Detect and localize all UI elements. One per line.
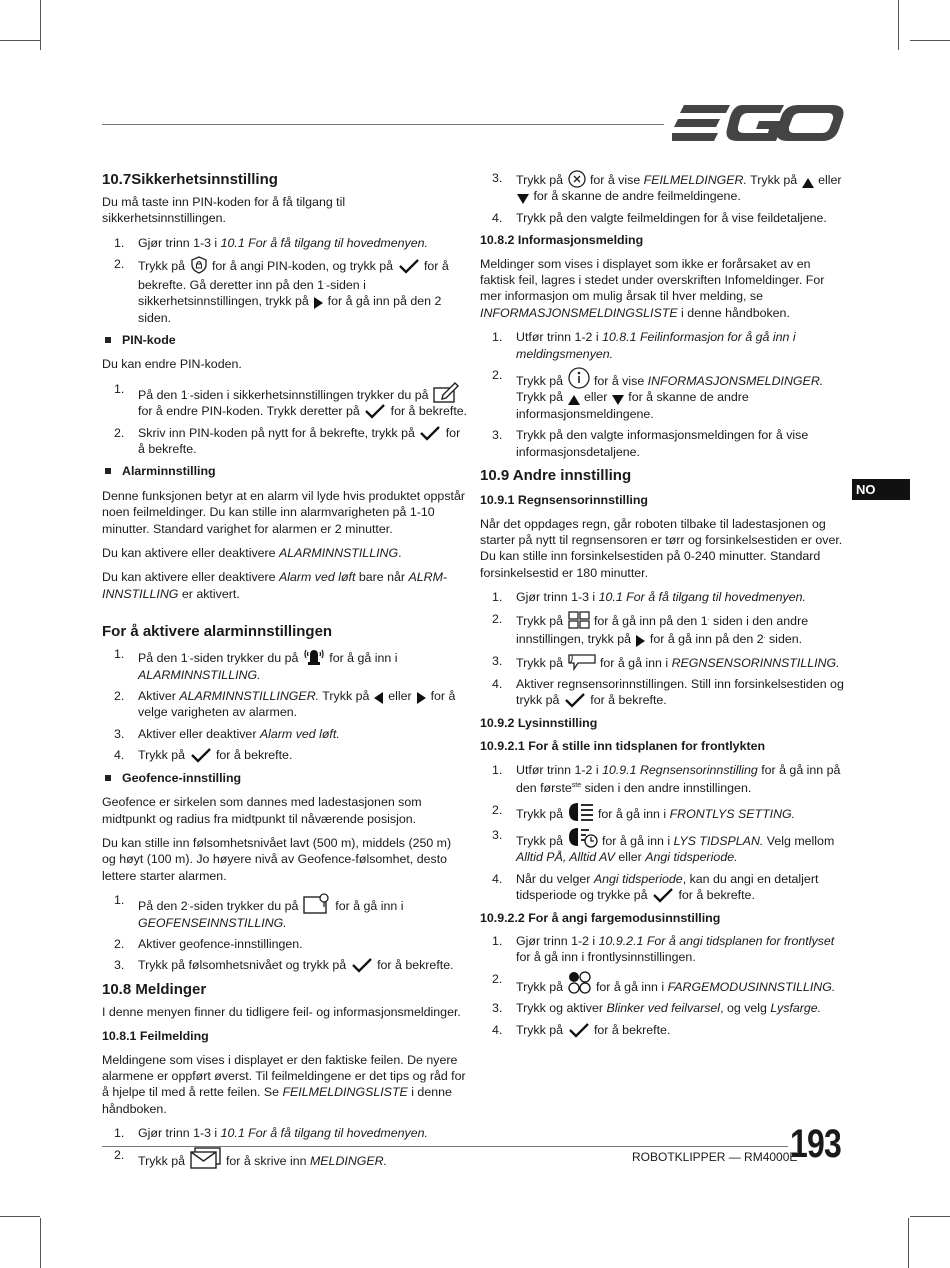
paragraph: Du kan aktivere eller deaktivere ALARMINNSTILLING.: [102, 546, 402, 561]
geofence-icon: [303, 892, 331, 914]
list-item: 3. Trykk på den valgte informasjonsmeldingen for å vise informasjonsdetaljene.: [492, 428, 809, 459]
list-item: 2. Trykk på for å vise INFORMASJONSMELDINGER. Trykk på eller for å skanne de andre informasjonsmeldingene.: [492, 368, 824, 421]
checkmark-icon: [398, 258, 420, 274]
subsection-title: 10.9.2 Lysinnstilling: [480, 715, 598, 730]
paragraph: Meldinger som vises i displayet som ikke er forårsaket av en faktisk feil, lagres i stedet under overskriften Infomeldinger. For mer informasjon om mulig årsak til hver melding, se INFORMASJONSMELDINGSLISTE i denne håndboken.: [480, 256, 825, 320]
list-item: 1. Utfør trinn 1-2 i 10.8.1 Feilinformasjon for å gå inn i meldingsmenyen.: [492, 330, 796, 361]
subsection-title: 10.9.1 Regnsensorinnstilling: [480, 493, 649, 508]
list-item: 3. Aktiver eller deaktiver Alarm ved løft.: [114, 726, 340, 741]
subsection-title: 10.8.2 Informasjonsmelding: [480, 233, 644, 248]
steps-list: [480, 170, 846, 226]
crop-mark: [40, 0, 41, 50]
paragraph: I denne menyen finner du tidligere feil- og informasjonsmeldinger.: [102, 1004, 461, 1019]
left-column: [102, 170, 468, 1175]
list-item: 1. Gjør trinn 1-3 i 10.1 For å få tilgang til hovedmenyen.: [114, 1126, 428, 1141]
checkmark-icon: [190, 747, 212, 763]
bullet-heading: Alarminnstilling: [102, 463, 468, 479]
arrow-right-icon: [416, 692, 426, 704]
list-item: 1. På den 1.-siden trykker du på for å gå inn i ALARMINNSTILLING.: [114, 647, 398, 682]
list-item: 2. Skriv inn PIN-koden på nytt for å bekrefte, trykk på for å bekrefte.: [114, 425, 461, 456]
section-title-10-7: 10.7Sikkerhetsinnstilling: [102, 171, 278, 188]
list-item: 2. Trykk på for å gå inn i FRONTLYS SETTING.: [492, 802, 796, 821]
crop-mark: [898, 0, 899, 50]
steps-list: [480, 589, 846, 709]
arrow-right-icon: [313, 297, 323, 309]
steps-list: [102, 235, 468, 326]
headlight-icon: [568, 802, 594, 822]
messages-icon: [190, 1147, 222, 1169]
header-rule: [102, 124, 664, 125]
steps-list: [480, 933, 846, 1038]
list-item: 3. Trykk på for å gå inn i LYS TIDSPLAN. Velg mellom Alltid PÅ, Alltid AV eller Angi tidsperiode.: [492, 827, 835, 865]
grid-menu-icon: [568, 611, 590, 629]
arrow-up-icon: [802, 178, 814, 188]
list-item: 3. Trykk på for å gå inn i REGNSENSORINNSTILLING.: [492, 653, 840, 670]
list-item: 1. Utfør trinn 1-2 i 10.9.1 Regnsensorinnstilling for å gå inn på den første$^{ste}$ siden i den andre innstillingen.: [492, 762, 841, 796]
list-item: 2. Aktiver geofence-innstillingen.: [114, 936, 303, 951]
list-item: 1. På den 2.-siden trykker du på for å gå inn i GEOFENSEINNSTILLING.: [114, 893, 404, 930]
language-tab: NO: [852, 479, 910, 500]
crop-mark: [0, 40, 40, 41]
arrow-down-icon: [612, 395, 624, 405]
page-number: 193: [790, 1122, 841, 1166]
list-item: 1. Gjør trinn 1-3 i 10.1 For å få tilgang til hovedmenyen.: [114, 235, 428, 250]
checkmark-icon: [419, 425, 441, 441]
subsection-title: 10.8.1 Feilmelding: [102, 1029, 209, 1044]
checkmark-icon: [568, 1022, 590, 1038]
section-title-10-9: 10.9 Andre innstilling: [480, 467, 632, 485]
list-item: 2. Aktiver ALARMINNSTILLINGER. Trykk på eller for å velge varigheten av alarmen.: [114, 689, 456, 720]
paragraph: Du kan endre PIN-koden.: [102, 357, 242, 372]
checkmark-icon: [564, 692, 586, 708]
section-title-activate-alarm: For å aktivere alarminnstillingen: [102, 623, 333, 641]
steps-list: [102, 381, 468, 458]
right-column: [480, 170, 846, 1044]
steps-list: [480, 329, 846, 460]
footer-rule: [102, 1146, 788, 1147]
steps-list: [102, 646, 468, 763]
checkmark-icon: [364, 403, 386, 419]
crop-mark: [40, 1218, 41, 1268]
list-item: 1. På den 1.-siden i sikkerhetsinnstillingen trykker du på for å endre PIN-koden. Trykk deretter på for å bekrefte.: [114, 381, 468, 419]
arrow-down-icon: [517, 194, 529, 204]
arrow-left-icon: [374, 692, 384, 704]
arrow-up-icon: [568, 395, 580, 405]
subsection-title: 10.9.2.1 For å stille inn tidsplanen for frontlykten: [480, 739, 766, 754]
list-item: 4. Aktiver regnsensorinnstillingen. Still inn forsinkelsestiden og trykk på for å bekrefte.: [492, 677, 844, 708]
list-item: 2. Trykk på for å gå inn i FARGEMODUSINNSTILLING.: [492, 971, 836, 994]
list-item: 3. Trykk på for å vise FEILMELDINGER. Trykk på eller for å skanne de andre feilmeldingene.: [492, 171, 842, 204]
list-item: 2. Trykk på for å skrive inn MELDINGER.: [114, 1147, 388, 1168]
list-item: 4. Trykk på den valgte feilmeldingen for å vise feildetaljene.: [492, 210, 827, 225]
ego-logo: [672, 103, 844, 143]
paragraph: Meldingene som vises i displayet er den faktiske feilen. De nyere alarmene er oppført øverst. Til feilmeldingene er det tips og råd for å hjelpe til med å rette feilen. Se FEILMELDINGSLISTE i denne håndboken.: [102, 1052, 466, 1116]
paragraph: Geofence er sirkelen som dannes med ladestasjonen som midtpunkt og radius fra midtpunkt til nåværende posisjon.: [102, 795, 422, 826]
list-item: 3. Trykk og aktiver Blinker ved feilvarsel, og velg Lysfarge.: [492, 1001, 822, 1016]
steps-list: [480, 762, 846, 904]
section-title-10-8: 10.8 Meldinger: [102, 980, 207, 998]
steps-list: [102, 1125, 468, 1169]
crop-mark: [910, 1216, 950, 1217]
paragraph: Når det oppdages regn, går roboten tilbake til ladestasjonen og starter på nytt til regnsensoren er tørr og forsinkelsestiden er over. Du kan stille inn forsinkelsestiden på 0-240 minutter. Standard forsinkelsestid er 180 minutter.: [480, 516, 843, 580]
list-item: 2. Trykk på for å angi PIN-koden, og trykk på for å bekrefte. Gå deretter inn på den 1.-siden i sikkerhetsinnstillingen, trykk på for å gå inn på den 2 siden.: [114, 257, 449, 325]
list-item: 4. Trykk på for å bekrefte.: [114, 748, 293, 763]
checkmark-icon: [652, 887, 674, 903]
steps-list: [102, 892, 468, 974]
paragraph: Du må taste inn PIN-koden for å få tilgang til sikkerhetsinnstillingen.: [102, 195, 346, 226]
list-item: 2. Trykk på for å gå inn på den 1. siden i den andre innstillingen, trykk på for å gå inn på den 2. siden.: [492, 611, 809, 647]
light-schedule-icon: [568, 827, 598, 849]
alarm-icon: [303, 646, 325, 666]
crop-mark: [910, 40, 950, 41]
list-item: 3. Trykk på følsomhetsnivået og trykk på for å bekrefte.: [114, 958, 454, 973]
paragraph: Du kan stille inn følsomhetsnivået lavt (500 m), middels (250 m) og høyt (100 m). Jo høyere nivå av Geofence-følsomhet, desto lettere starter alarmen.: [102, 835, 452, 883]
list-item: 1. Gjør trinn 1-2 i 10.9.2.1 For å angi tidsplanen for frontlyset for å gå inn i frontlysinnstillingen.: [492, 934, 835, 965]
footer-product: ROBOTKLIPPER — RM4000E: [632, 1150, 798, 1164]
checkmark-icon: [351, 957, 373, 973]
crop-mark: [908, 1218, 909, 1268]
color-mode-icon: [568, 971, 592, 995]
info-circle-icon: [568, 367, 590, 389]
paragraph: Denne funksjonen betyr at en alarm vil lyde hvis produktet oppstår noen feilmeldinger. Du kan stille inn alarmvarigheten på 1-10 minutter. Standard varighet for alarmen er 2 minutter.: [102, 488, 465, 536]
lock-shield-icon: [190, 256, 208, 274]
bullet-heading: Geofence-innstilling: [102, 770, 468, 786]
list-item: 1. Gjør trinn 1-3 i 10.1 For å få tilgang til hovedmenyen.: [492, 590, 806, 605]
rain-sensor-icon: [568, 653, 596, 671]
error-circle-icon: [568, 170, 586, 188]
list-item: 4. Trykk på for å bekrefte.: [492, 1022, 671, 1037]
bullet-heading: PIN-kode: [102, 332, 468, 348]
arrow-right-icon: [635, 635, 645, 647]
list-item: 4. Når du velger Angi tidsperiode, kan du angi en detaljert tidsperiode og trykke på for å bekrefte.: [492, 871, 819, 903]
subsection-title: 10.9.2.2 For å angi fargemodusinnstilling: [480, 910, 721, 925]
paragraph: Du kan aktivere eller deaktivere Alarm ved løft bare når ALRM-INNSTILLING er aktivert.: [102, 570, 448, 601]
edit-icon: [433, 381, 459, 403]
crop-mark: [0, 1216, 40, 1217]
